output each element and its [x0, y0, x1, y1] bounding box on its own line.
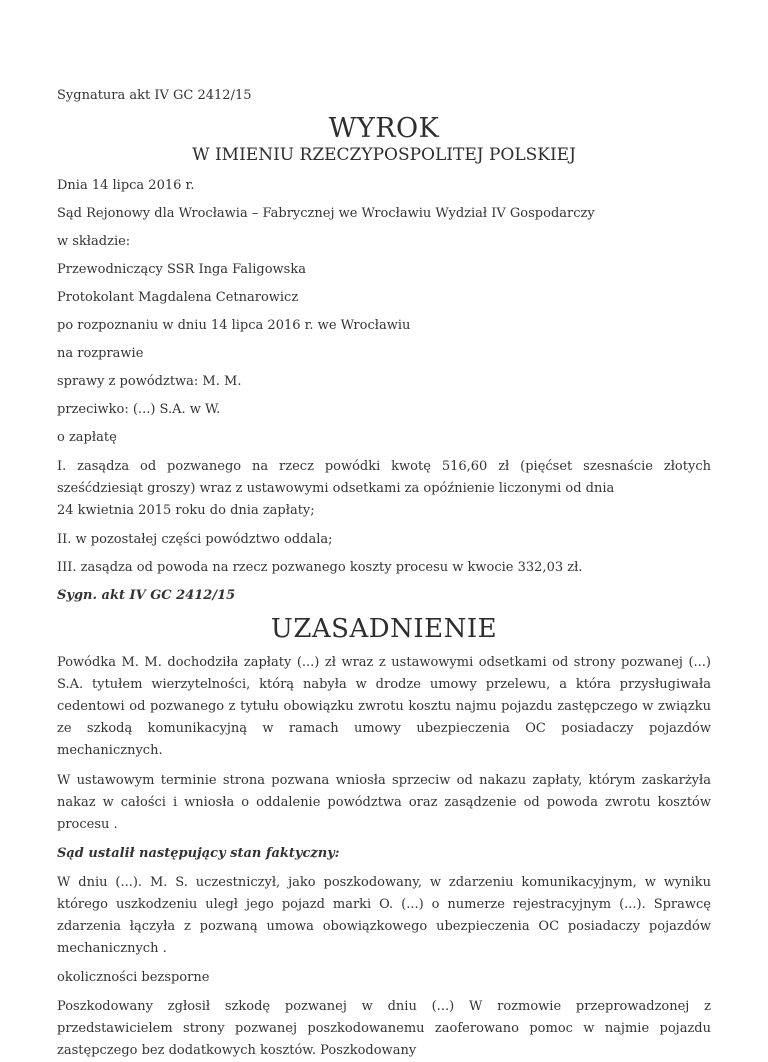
subject-line: o zapłatę — [57, 430, 117, 445]
defendant-line: przeciwko: (...) S.A. w W. — [57, 402, 221, 417]
judge-line: Przewodniczący SSR Inga Faligowska — [57, 262, 306, 277]
session-line: na rozprawie — [57, 346, 144, 361]
ruling-item-1-continuation: 24 kwietnia 2015 roku do dnia zapłaty; — [57, 503, 315, 518]
case-number-top: Sygnatura akt IV GC 2412/15 — [57, 88, 252, 103]
case-number-mid: Sygn. akt IV GC 2412/15 — [57, 588, 236, 603]
ruling-item-1 — [57, 456, 711, 522]
justification-para-2: W ustawowym terminie strona pozwana wniosła sprzeciw od nakazu zapłaty, którym zaskarżyła nakaz w całości i wniosła o oddalenie powództwa oraz zasądzenie od powoda zwrotu kosztów procesu . — [57, 773, 711, 832]
hearing-line: po rozpoznaniu w dniu 14 lipca 2016 r. we Wrocławiu — [57, 318, 411, 333]
document-subtitle: W IMIENIU RZECZYPOSPOLITEJ POLSKIEJ — [192, 145, 576, 165]
evidence-note: okoliczności bezsporne — [57, 970, 210, 985]
justification-para-1: Powódka M. M. dochodziła zapłaty (...) zł wraz z ustawowymi odsetkami od strony pozwanej (...) S.A. tytułem wierzytelności, którą nabyła w drodze umowy przelewu, a która przysługiwała cedentowi od pozwanego z tytułu obowiązku zwrotu kosztu najmu pojazdu zastępczego w związku ze szkodą komunikacyjną w ramach umowy ubezpieczenia OC posiadaczy pojazdów mechanicznych. — [57, 655, 711, 758]
document-title: WYROK — [328, 113, 440, 144]
findings-heading: Sąd ustalił następujący stan faktyczny: — [57, 846, 340, 861]
ruling-item-1-text: I. zasądza od pozwanego na rzecz powódki kwotę 516,60 zł (pięćset szesnaście złotych sześćdziesiąt groszy) wraz z ustawowymi odsetkami za opóźnienie liczonymi od dnia — [57, 459, 711, 496]
justification-para-3: W dniu (...). M. S. uczestniczył, jako poszkodowany, w zdarzeniu komunikacyjnym, w wyniku którego uszkodzeniu uległ jego pojazd marki O. (...) o numerze rejestracyjnym (...). Sprawcę zdarzenia łączyła z pozwaną umowa obowiązkowego ubezpieczenia OC posiadaczy pojazdów mechanicznych . — [57, 875, 711, 956]
court-line: Sąd Rejonowy dla Wrocławia – Fabrycznej we Wrocławiu Wydział IV Gospodarczy — [57, 206, 595, 221]
clerk-line: Protokolant Magdalena Cetnarowicz — [57, 290, 299, 305]
composition-label: w składzie: — [57, 234, 131, 249]
plaintiff-line: sprawy z powództwa: M. M. — [57, 374, 242, 389]
date-line: Dnia 14 lipca 2016 r. — [57, 178, 195, 193]
justification-para-4: Poszkodowany zgłosił szkodę pozwanej w dniu (...) W rozmowie przeprowadzonej z przedstawicielem strony pozwanej poszkodowanemu zaoferowano pomoc w najmie pojazdu zastępczego bez dodatkowych kosztów. Poszkodowany — [57, 999, 711, 1058]
ruling-item-2: II. w pozostałej części powództwo oddala; — [57, 532, 333, 547]
justification-title: UZASADNIENIE — [270, 614, 498, 644]
ruling-item-3: III. zasądza od powoda na rzecz pozwanego koszty procesu w kwocie 332,03 zł. — [57, 560, 583, 575]
